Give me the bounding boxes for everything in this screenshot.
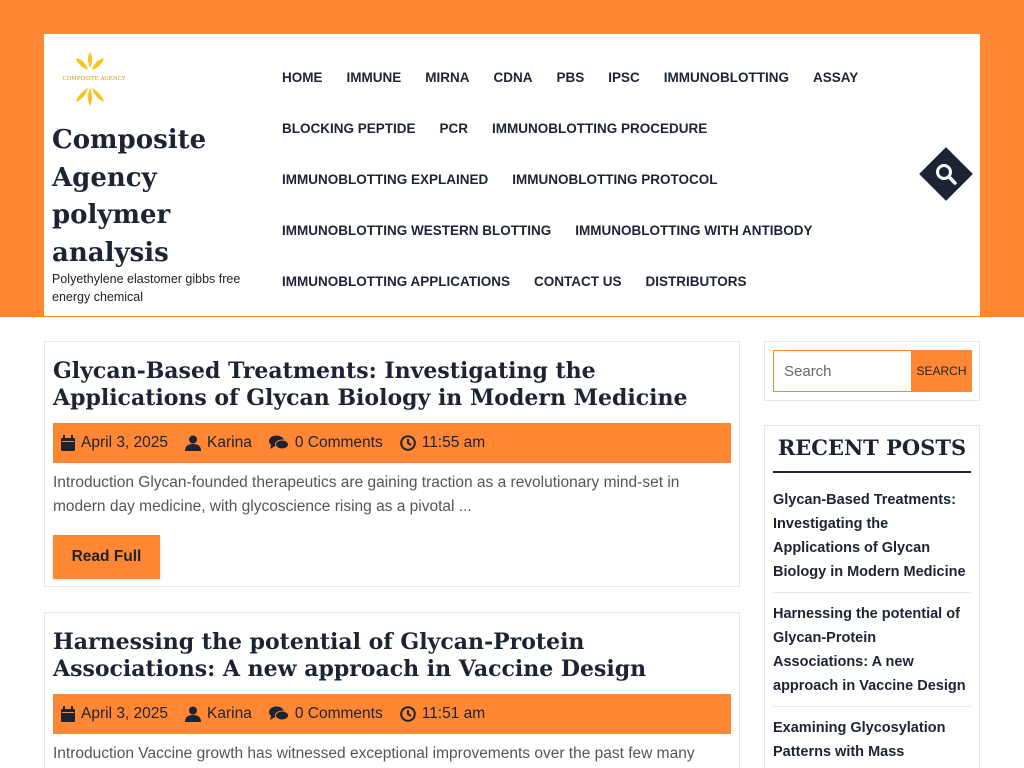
post-date-text: April 3, 2025: [81, 705, 169, 722]
nav-item-blocking-peptide[interactable]: BLOCKING PEPTIDE: [282, 121, 416, 136]
nav-item-pcr[interactable]: PCR: [439, 121, 469, 136]
clock-icon: [400, 706, 416, 722]
calendar-icon: [61, 706, 75, 722]
post-excerpt: Introduction Glycan-founded therapeutics are gaining traction as a revolutionary mind-set in modern day medicine, with glycoscience rising as a pivotal ...: [53, 474, 680, 515]
nav-item-immunoblotting-explained[interactable]: IMMUNOBLOTTING EXPLAINED: [282, 172, 489, 187]
read-more-button[interactable]: Read Full: [53, 535, 160, 579]
recent-post-link[interactable]: Harnessing the potential of Glycan-Protein Associations: A new approach in Vaccine Design: [773, 602, 971, 707]
post-excerpt: Introduction Vaccine growth has witnessed exceptional improvements over the past few many: [53, 745, 695, 762]
search-button[interactable]: SEARCH: [911, 350, 972, 392]
recent-post-link[interactable]: Examining Glycosylation Patterns with Mass: [773, 716, 971, 768]
post-date[interactable]: [61, 434, 168, 452]
comments-icon: [269, 435, 289, 451]
post-card: [44, 341, 740, 587]
post-date-text: April 3, 2025: [81, 434, 169, 451]
user-icon: [185, 435, 201, 451]
nav-item-cdna[interactable]: CDNA: [493, 70, 533, 85]
post-time: [400, 434, 485, 452]
nav-item-immune[interactable]: IMMUNE: [346, 70, 402, 85]
post-card: [44, 612, 740, 768]
recent-posts-widget: [764, 425, 980, 768]
search-icon: [935, 163, 957, 185]
post-author-text: Karina: [207, 705, 252, 722]
recent-posts-list: [773, 488, 971, 768]
post-title[interactable]: Glycan-Based Treatments: Investigating the Applications of Glycan Biology in Modern Medicine: [53, 358, 688, 411]
site-header: [44, 34, 980, 316]
post-comments[interactable]: [269, 705, 383, 723]
sidebar-search-widget: [764, 341, 980, 401]
nav-item-immunoblotting-protocol[interactable]: IMMUNOBLOTTING PROTOCOL: [512, 172, 718, 187]
recent-post-link[interactable]: Glycan-Based Treatments: Investigating the Applications of Glycan Biology in Modern Medicine: [773, 488, 971, 593]
site-tagline: Polyethylene elastomer gibbs free energy chemical: [52, 272, 241, 304]
post-comments-text: 0 Comments: [294, 705, 383, 722]
nav-item-pbs[interactable]: PBS: [556, 70, 585, 85]
nav-item-immunoblotting-applications[interactable]: IMMUNOBLOTTING APPLICATIONS: [282, 274, 510, 289]
recent-posts-title: RECENT POSTS: [773, 434, 971, 473]
post-meta-bar: [53, 694, 731, 734]
post-author[interactable]: [185, 705, 252, 723]
user-icon: [185, 706, 201, 722]
post-time-text: 11:55 am: [421, 434, 486, 451]
nav-item-assay[interactable]: ASSAY: [813, 70, 859, 85]
nav-item-immunoblotting-procedure[interactable]: IMMUNOBLOTTING PROCEDURE: [492, 121, 708, 136]
post-date[interactable]: [61, 705, 168, 723]
post-author-text: Karina: [207, 434, 252, 451]
post-title[interactable]: Harnessing the potential of Glycan-Protein Associations: A new approach in Vaccine Design: [53, 629, 647, 682]
post-author[interactable]: [185, 434, 252, 452]
post-time: [400, 705, 485, 723]
search-input[interactable]: [773, 350, 913, 392]
nav-item-ipsc[interactable]: IPSC: [608, 70, 640, 85]
post-comments-text: 0 Comments: [294, 434, 383, 451]
main-navigation: [270, 52, 930, 307]
post-meta-bar: [53, 423, 731, 463]
site-title[interactable]: Composite Agency polymer analysis: [52, 125, 207, 268]
nav-item-mirna[interactable]: MIRNA: [425, 70, 470, 85]
nav-item-immunoblotting-western-blotting[interactable]: IMMUNOBLOTTING WESTERN BLOTTING: [282, 223, 552, 238]
nav-item-immunoblotting[interactable]: IMMUNOBLOTTING: [663, 70, 790, 85]
comments-icon: [269, 706, 289, 722]
svg-text:COMPOSITE AGENCY: COMPOSITE AGENCY: [62, 76, 126, 82]
nav-item-home[interactable]: HOME: [282, 70, 323, 85]
clock-icon: [400, 435, 416, 451]
post-time-text: 11:51 am: [421, 705, 486, 722]
nav-item-immunoblotting-with-antibody[interactable]: IMMUNOBLOTTING WITH ANTIBODY: [575, 223, 813, 238]
site-logo[interactable]: [60, 50, 132, 110]
nav-item-contact-us[interactable]: CONTACT US: [533, 274, 622, 289]
post-comments[interactable]: [269, 434, 383, 452]
nav-item-distributors[interactable]: DISTRIBUTORS: [645, 274, 747, 289]
calendar-icon: [61, 435, 75, 451]
